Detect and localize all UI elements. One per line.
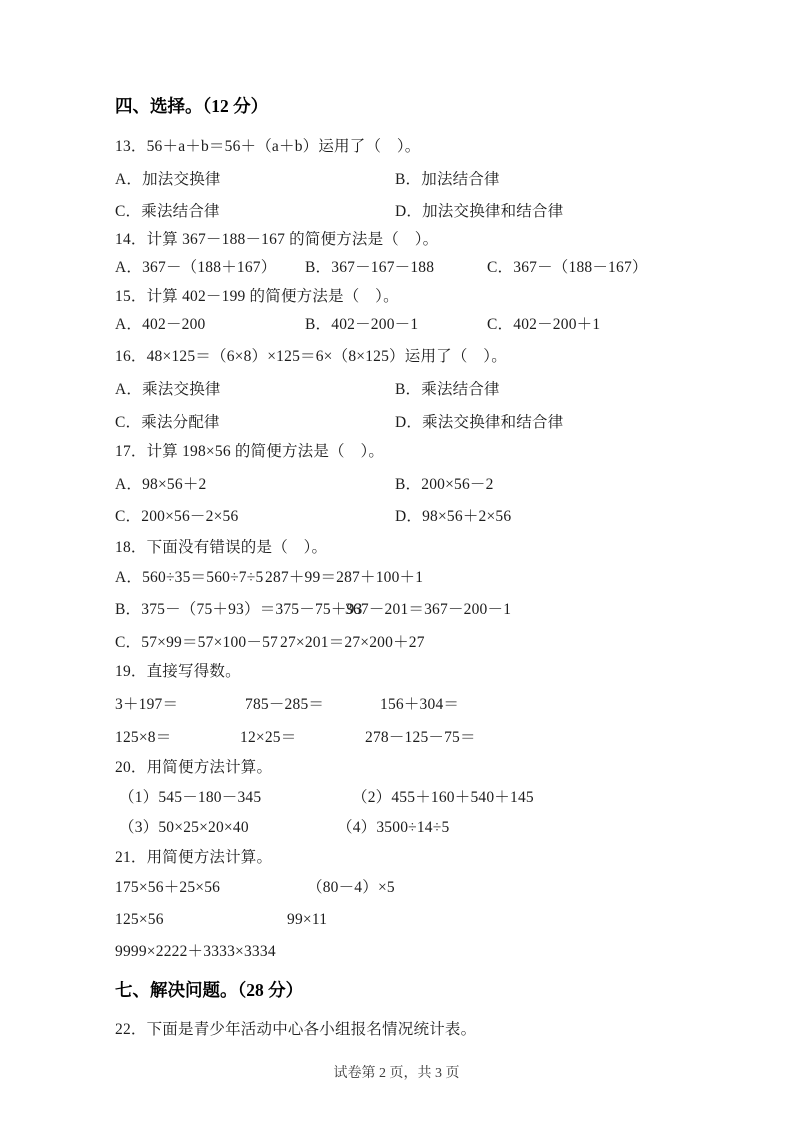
q13-option-c: C．乘法结合律 — [115, 203, 220, 220]
q16-stem: 16．48×125＝（6×8）×125＝6×（8×125）运用了（ ）。 — [115, 348, 507, 365]
q19-item-2: 785－285＝ — [245, 696, 325, 713]
section-four-heading: 四、选择。（12 分） — [115, 96, 269, 116]
q18-option-c-eq1: C．57×99＝57×100－57 — [115, 634, 278, 651]
q17-option-a: A．98×56＋2 — [115, 476, 207, 493]
q20-stem: 20．用简便方法计算。 — [115, 759, 273, 776]
q21-stem: 21．用简便方法计算。 — [115, 849, 273, 866]
q19-item-1: 3＋197＝ — [115, 696, 179, 713]
section-seven-heading: 七、解决问题。（28 分） — [115, 980, 304, 1000]
q14-option-a: A．367－（188＋167） — [115, 259, 277, 276]
q21-item-2: （80－4）×5 — [307, 879, 395, 896]
q20-item-3: （3）50×25×20×40 — [119, 819, 249, 836]
q13-option-a: A．加法交换律 — [115, 171, 221, 188]
q18-stem: 18．下面没有错误的是（ ）。 — [115, 539, 328, 556]
q19-item-3: 156＋304＝ — [380, 696, 460, 713]
q21-item-1: 175×56＋25×56 — [115, 879, 221, 896]
q18-option-b-eq2: 367－201＝367－200－1 — [345, 601, 512, 618]
q18-option-a-eq1: A．560÷35＝560÷7÷5 — [115, 569, 264, 586]
q16-option-b: B．乘法结合律 — [395, 381, 500, 398]
q21-item-4: 99×11 — [287, 911, 328, 928]
q21-item-3: 125×56 — [115, 911, 164, 928]
q19-item-6: 278－125－75＝ — [365, 729, 476, 746]
q19-stem: 19．直接写得数。 — [115, 663, 241, 680]
q14-stem: 14．计算 367－188－167 的简便方法是（ ）。 — [115, 231, 439, 248]
q13-option-b: B．加法结合律 — [395, 171, 500, 188]
q20-item-1: （1）545－180－345 — [119, 789, 262, 806]
q18-option-b-eq1: B．375－（75＋93）＝375－75＋93 — [115, 601, 363, 618]
q15-option-b: B．402－200－1 — [305, 316, 419, 333]
q14-option-c: C．367－（188－167） — [487, 259, 648, 276]
q19-item-5: 12×25＝ — [240, 729, 297, 746]
q15-stem: 15．计算 402－199 的简便方法是（ ）。 — [115, 288, 399, 305]
q20-item-2: （2）455＋160＋540＋145 — [352, 789, 534, 806]
q18-option-a-eq2: 287＋99＝287＋100＋1 — [265, 569, 424, 586]
q16-option-d: D．乘法交换律和结合律 — [395, 414, 564, 431]
q17-stem: 17．计算 198×56 的简便方法是（ ）。 — [115, 443, 385, 460]
q15-option-c: C．402－200＋1 — [487, 316, 601, 333]
q13-stem: 13．56＋a＋b＝56＋（a＋b）运用了（ ）。 — [115, 138, 421, 155]
q15-option-a: A．402－200 — [115, 316, 206, 333]
q13-option-d: D．加法交换律和结合律 — [395, 203, 564, 220]
q22-stem: 22．下面是青少年活动中心各小组报名情况统计表。 — [115, 1021, 477, 1038]
q16-option-a: A．乘法交换律 — [115, 381, 221, 398]
q17-option-b: B．200×56－2 — [395, 476, 494, 493]
page-footer: 试卷第 2 页，共 3 页 — [333, 1066, 460, 1081]
q14-option-b: B．367－167－188 — [305, 259, 435, 276]
q17-option-d: D．98×56＋2×56 — [395, 508, 512, 525]
q19-item-4: 125×8＝ — [115, 729, 172, 746]
q20-item-4: （4）3500÷14÷5 — [337, 819, 450, 836]
q21-item-5: 9999×2222＋3333×3334 — [115, 943, 276, 960]
q16-option-c: C．乘法分配律 — [115, 414, 220, 431]
q18-option-c-eq2: 27×201＝27×200＋27 — [280, 634, 425, 651]
q17-option-c: C．200×56－2×56 — [115, 508, 239, 525]
